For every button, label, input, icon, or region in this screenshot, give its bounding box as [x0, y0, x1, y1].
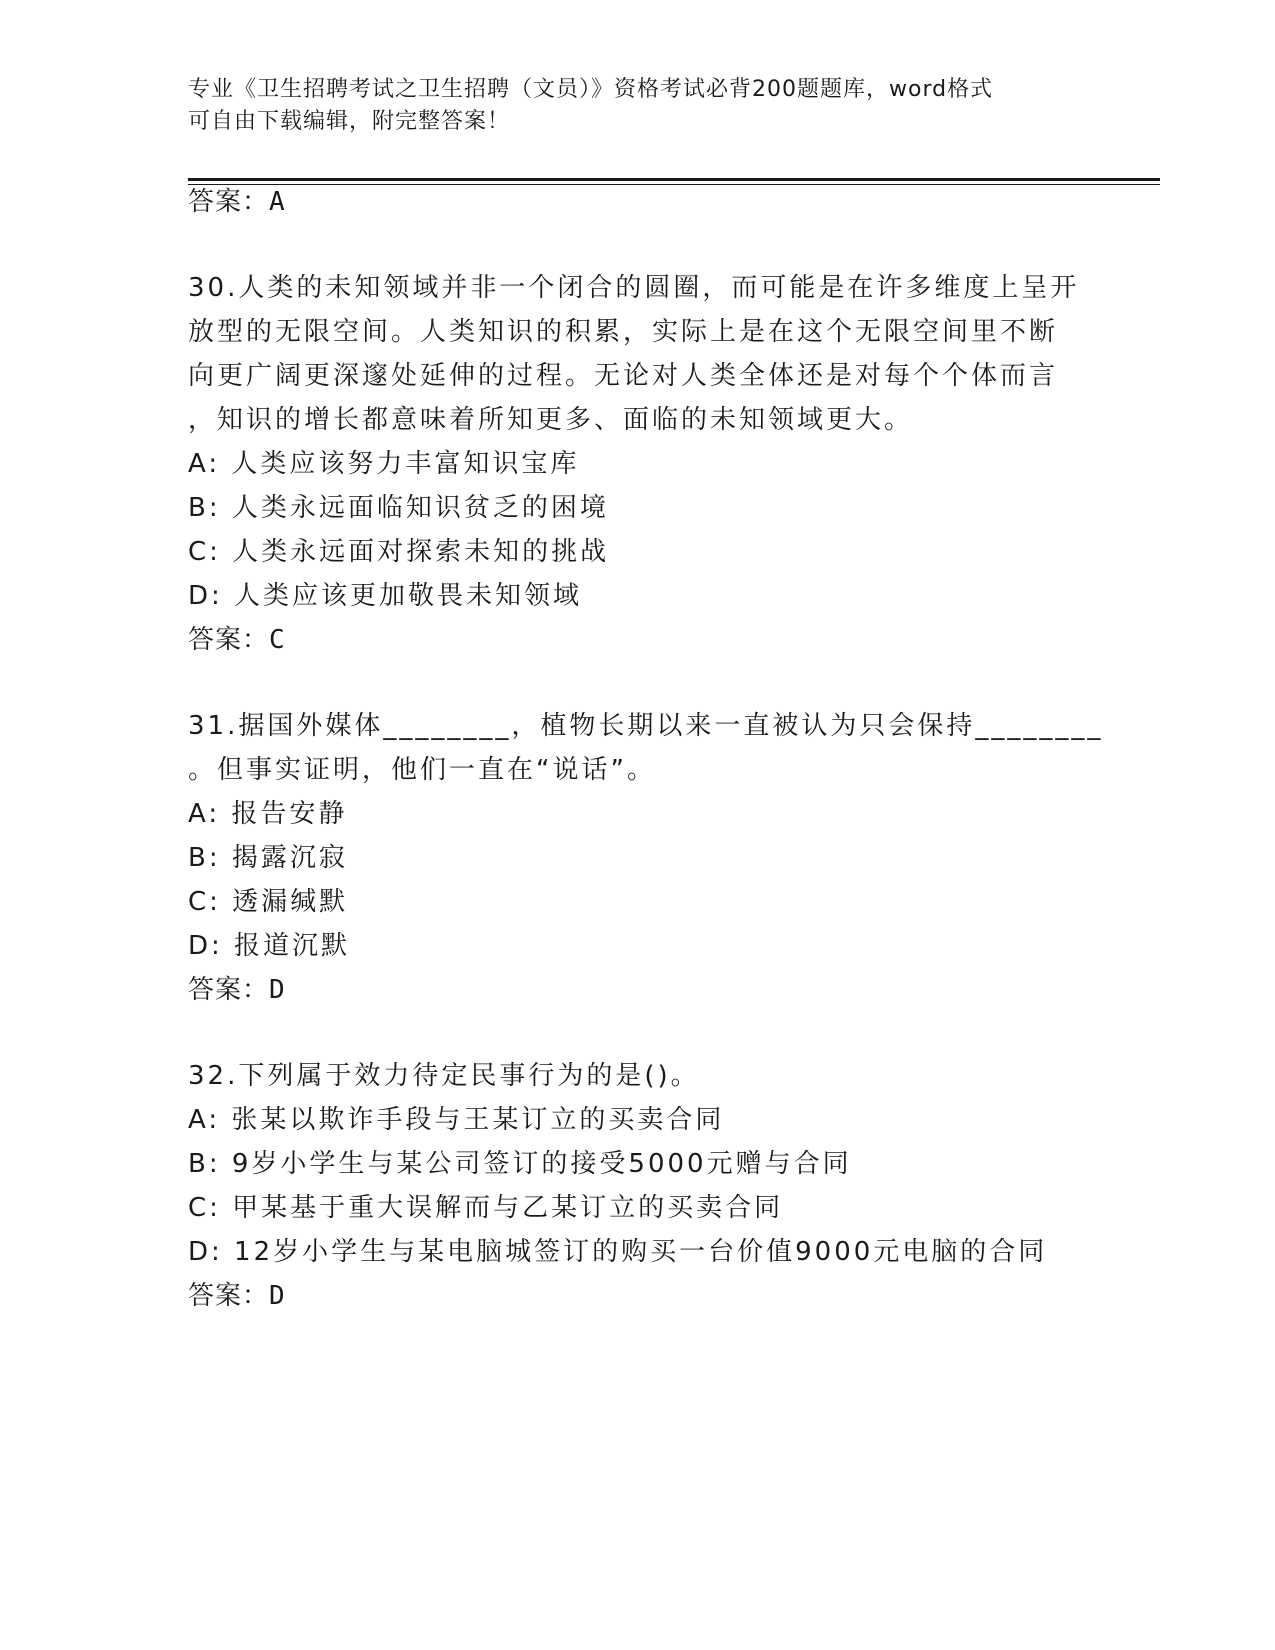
header-line-1: 专业《卫生招聘考试之卫生招聘（文员）》资格考试必背200题题库，word格式 [188, 77, 994, 102]
header-divider-thin [188, 184, 1160, 185]
question-32-answer: 答案：D [188, 1281, 286, 1311]
question-30-text-line-2: 放型的无限空间。人类知识的积累，实际上是在这个无限空间里不断 [188, 317, 1059, 347]
question-31-option-a: A: 报告安静 [188, 799, 348, 829]
question-31-answer: 答案：D [188, 975, 286, 1005]
question-32-text-line-1: 32.下列属于效力待定民事行为的是()。 [188, 1061, 700, 1091]
previous-answer: 答案：A [188, 187, 286, 217]
header-divider-thick [188, 178, 1160, 181]
question-32-option-a: A: 张某以欺诈手段与王某订立的买卖合同 [188, 1105, 725, 1135]
question-30-text-line-4: ，知识的增长都意味着所知更多、面临的未知领域更大。 [188, 405, 914, 435]
question-30-text-line-1: 30.人类的未知领域并非一个闭合的圆圈，而可能是在许多维度上呈开 [188, 273, 1080, 303]
question-32-option-d: D: 12岁小学生与某电脑城签订的购买一台价值9000元电脑的合同 [188, 1237, 1048, 1267]
question-30-option-d: D: 人类应该更加敬畏未知领域 [188, 581, 583, 611]
question-31-text-line-2: 。但事实证明，他们一直在“说话”。 [188, 755, 656, 785]
header-line-2: 可自由下载编辑，附完整答案！ [188, 109, 511, 134]
question-32-option-b: B: 9岁小学生与某公司签订的接受5000元赠与合同 [188, 1149, 852, 1179]
question-31-option-d: D: 报道沉默 [188, 931, 351, 961]
question-30-option-a: A: 人类应该努力丰富知识宝库 [188, 449, 580, 479]
document-header [188, 74, 1088, 138]
question-31-option-c: C: 透漏缄默 [188, 887, 349, 917]
question-30-option-c: C: 人类永远面对探索未知的挑战 [188, 537, 610, 567]
question-31-text-line-1: 31.据国外媒体________，植物长期以来一直被认为只会保持________ [188, 711, 1104, 741]
question-30-option-b: B: 人类永远面临知识贫乏的困境 [188, 493, 609, 523]
question-30-answer: 答案：C [188, 625, 286, 655]
question-30-text-line-3: 向更广阔更深邃处延伸的过程。无论对人类全体还是对每个个体而言 [188, 361, 1059, 391]
question-32-option-c: C: 甲某基于重大误解而与乙某订立的买卖合同 [188, 1193, 784, 1223]
question-31-option-b: B: 揭露沉寂 [188, 843, 348, 873]
